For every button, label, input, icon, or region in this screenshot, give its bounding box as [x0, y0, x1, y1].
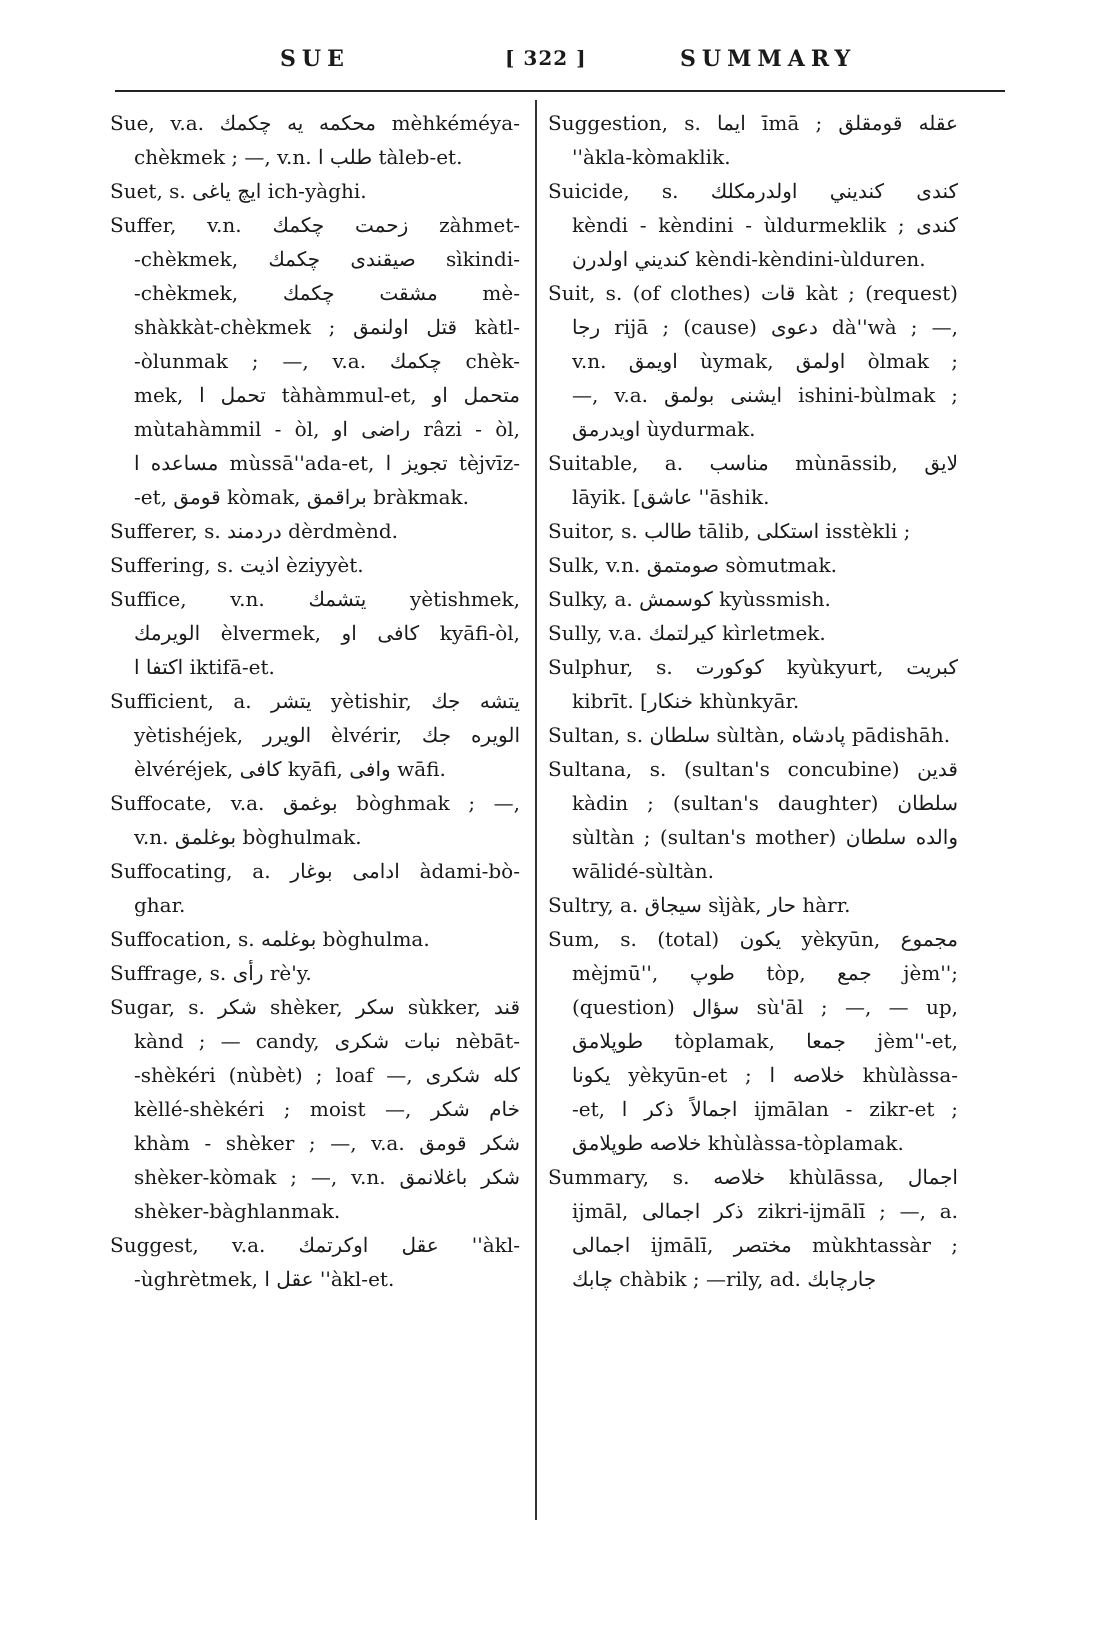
dictionary-line: Sufficient, a. يتشر yètishir, يتشه جك	[110, 689, 520, 713]
dictionary-line: -ùghrètmek, عقل ا ''àkl-et.	[134, 1267, 395, 1291]
dictionary-line: الويرمك èlvermek, كافى او kyāfi-òl,	[134, 621, 520, 645]
dictionary-line: Suit, s. (of clothes) قات kàt ; (request)	[548, 281, 958, 305]
dictionary-line: Suggest, v.a. عقل اوكرتمك ''àkl-	[110, 1233, 520, 1257]
dictionary-line: Suitor, s. طالب tālib, استكلى isstèkli ;	[548, 519, 911, 543]
dictionary-line: چابك chàbik ; —rily, ad. جارچابك	[572, 1267, 877, 1291]
dictionary-line: رجا rijā ; (cause) دعوى dà''wà ; —,	[572, 315, 958, 339]
dictionary-line: Sulphur, s. كوكورت kyùkyurt, كبريت	[548, 655, 958, 679]
right-column	[548, 110, 958, 1300]
dictionary-line: مساعده ا mùssā''ada-et, تجويز ا tèjvīz-	[134, 451, 520, 475]
dictionary-line: sùltàn ; (sultan's mother) والده سلطان	[572, 825, 958, 849]
dictionary-line: Suggestion, s. ايما īmā ; عقله قومقلق	[548, 111, 958, 135]
dictionary-line: yètishéjek, الويرر èlvérir, الويره جك	[134, 723, 520, 747]
dictionary-line: Sultan, s. سلطان sùltàn, پادشاه pādishāh.	[548, 723, 951, 747]
dictionary-line: ijmāl, ذكر اجمالى zikri-ijmālī ; —, a.	[572, 1199, 958, 1223]
dictionary-line: v.n. بوغلمق bòghulmak.	[134, 825, 362, 849]
dictionary-line: shàkkàt-chèkmek ; قتل اولنمق kàtl-	[134, 315, 520, 339]
dictionary-line: Sultana, s. (sultan's concubine) قدين	[548, 757, 958, 781]
dictionary-line: Suitable, a. مناسب mùnāssib, لايق	[548, 451, 958, 475]
header-right-headword: SUMMARY	[680, 46, 857, 72]
header-rule	[115, 90, 1005, 92]
dictionary-line: mùtahàmmil - òl, راضى او râzi - òl,	[134, 417, 520, 441]
dictionary-line: Suet, s. ايچ ياغى ich-yàghi.	[110, 179, 367, 203]
dictionary-line: Sulky, a. كوسمش kyùssmish.	[548, 587, 831, 611]
dictionary-line: Sultry, a. سيجاق sìjàk, حار hàrr.	[548, 893, 851, 917]
dictionary-line: Sulk, v.n. صومتمق sòmutmak.	[548, 553, 837, 577]
dictionary-line: mèjmū'', طوپ tòp, جمع jèm'';	[572, 961, 958, 985]
dictionary-line: —, v.a. ايشنى بولمق ishini-bùlmak ;	[572, 383, 958, 407]
dictionary-line: -et, اجمالاً ذكر ا ijmālan - zikr-et ;	[572, 1097, 958, 1121]
dictionary-line: Sufferer, s. دردمند dèrdmènd.	[110, 519, 399, 543]
dictionary-line: kàdin ; (sultan's daughter) سلطان	[572, 791, 958, 815]
dictionary-line: Sue, v.a. محكمه يه چكمك mèhkéméya-	[110, 111, 520, 135]
dictionary-line: -shèkéri (nùbèt) ; loaf —, كله شكرى	[134, 1063, 520, 1087]
dictionary-line: Suffice, v.n. يتشمك yètishmek,	[110, 587, 520, 611]
left-column	[110, 110, 520, 1300]
dictionary-line: Suffocating, a. ادامى بوغار àdami-bò-	[110, 859, 520, 883]
dictionary-line: shèker-kòmak ; —, v.n. شكر باغلانمق	[134, 1165, 520, 1189]
dictionary-line: kànd ; — candy, نبات شكرى nèbāt-	[134, 1029, 520, 1053]
dictionary-line: ''àkla-kòmaklik.	[572, 145, 731, 169]
dictionary-line: ghar.	[134, 893, 186, 917]
column-divider	[535, 100, 537, 1520]
dictionary-line: Suffrage, s. رأى rè'y.	[110, 961, 312, 985]
dictionary-line: اويدرمق ùydurmak.	[572, 417, 756, 441]
dictionary-line: lāyik. [عاشق ''āshik.	[572, 485, 770, 509]
dictionary-line: يكونا yèkyūn-et ; خلاصه ا khùlàssa-	[572, 1063, 958, 1087]
dictionary-line: khàm - shèker ; —, v.a. شكر قومق	[134, 1131, 520, 1155]
dictionary-line: خلاصه طوپلامق khùlàssa-tòplamak.	[572, 1131, 904, 1155]
dictionary-line: kèndi - kèndini - ùldurmeklik ; كندى	[572, 213, 958, 237]
running-header	[110, 46, 1005, 82]
dictionary-line: -òlunmak ; —, v.a. چكمك chèk-	[134, 349, 520, 373]
dictionary-line: Sugar, s. شكر shèker, سكر sùkker, قند	[110, 995, 520, 1019]
dictionary-line: shèker-bàghlanmak.	[134, 1199, 341, 1223]
dictionary-line: kèllé-shèkéri ; moist —, خام شكر	[134, 1097, 520, 1121]
dictionary-line: Suffer, v.n. زحمت چكمك zàhmet-	[110, 213, 520, 237]
dictionary-line: wālidé-sùltàn.	[572, 859, 714, 883]
dictionary-line: Suicide, s. كندى كنديني اولدرمكلك	[548, 179, 958, 203]
header-left-headword: SUE	[280, 46, 350, 72]
dictionary-line: اجمالى ijmālī, مختصر mùkhtassàr ;	[572, 1233, 958, 1257]
dictionary-line: chèkmek ; —, v.n. طلب ا tàleb-et.	[134, 145, 463, 169]
dictionary-line: kibrīt. [خنكار khùnkyār.	[572, 689, 800, 713]
dictionary-line: Suffering, s. اذيت èziyyèt.	[110, 553, 364, 577]
dictionary-line: كنديني اولدرن kèndi-kèndini-ùlduren.	[572, 247, 926, 271]
dictionary-line: v.n. اويمق ùymak, اولمق òlmak ;	[572, 349, 958, 373]
page-number: [ 322 ]	[505, 46, 587, 70]
dictionary-line: Sully, v.a. كيرلتمك kìrletmek.	[548, 621, 826, 645]
dictionary-line: èlvéréjek, كافى kyāfi, وافى wāfi.	[134, 757, 446, 781]
dictionary-line: mek, تحمل ا tàhàmmul-et, متحمل او	[134, 383, 520, 407]
dictionary-line: طوپلامق tòplamak, جمعا jèm''-et,	[572, 1029, 958, 1053]
dictionary-line: -chèkmek, مشقت چكمك mè-	[134, 281, 520, 305]
dictionary-line: Suffocate, v.a. بوغمق bòghmak ; —,	[110, 791, 520, 815]
dictionary-line: اكتفا ا iktifā-et.	[134, 655, 275, 679]
dictionary-line: -chèkmek, صيقندى چكمك sìkindi-	[134, 247, 520, 271]
dictionary-line: -et, قومق kòmak, براقمق bràkmak.	[134, 485, 470, 509]
dictionary-line: (question) سؤال sù'āl ; —, — up,	[572, 995, 958, 1019]
dictionary-line: Suffocation, s. بوغلمه bòghulma.	[110, 927, 430, 951]
dictionary-line: Sum, s. (total) يكون yèkyūn, مجموع	[548, 927, 958, 951]
dictionary-line: Summary, s. خلاصه khùlāssa, اجمال	[548, 1165, 958, 1189]
